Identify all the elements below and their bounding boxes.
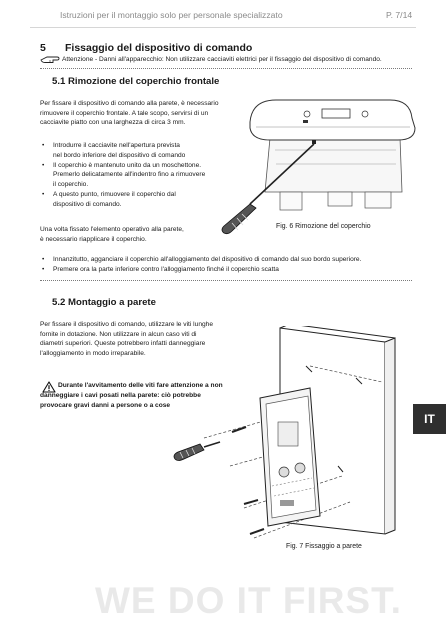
text-line: provocare gravi danni a persone o a cose	[40, 402, 171, 409]
figure-6-caption: Fig. 6 Rimozione del coperchio	[276, 223, 371, 230]
text-line: fornite in dotazione. Non utilizzare in alcun caso viti di	[40, 330, 197, 338]
removal-intro	[40, 99, 219, 128]
device-warning	[40, 55, 382, 64]
list-item: • Innanzitutto, agganciare il coperchio all'alloggiamento del dispositivo di comando dal suo bordo superiore.	[40, 255, 412, 265]
text-line: cacciavite piatto con una larghezza di circa 3 mm.	[40, 119, 186, 127]
section-divider	[40, 68, 412, 69]
text-line: il coperchio.	[53, 180, 89, 188]
text-line: danneggiare i cavi posati nella parete: ciò potrebbe	[40, 392, 201, 399]
text-line: Durante l'avvitamento delle viti fare attenzione a non	[58, 382, 223, 389]
text-line: nel bordo inferiore del dispositivo di comando	[53, 151, 186, 159]
device-warning-text: Attenzione - Danni all'apparecchio: Non utilizzare cacciaviti elettrici per il fissaggio del dispositivo di comando.	[62, 56, 382, 63]
language-tab: IT	[413, 404, 446, 434]
text-line: Per fissare il dispositivo di comando, utilizzare le viti lunghe	[40, 321, 213, 328]
text-line: è necessario riapplicare il coperchio.	[40, 235, 147, 243]
text-line: • A questo punto, rimuovere il coperchio dal	[53, 190, 176, 198]
text-line: Per fissare il dispositivo di comando alla parete, è necessario	[40, 100, 219, 107]
text-line: Una volta fissato l'elemento operativo alla parete,	[40, 226, 184, 233]
section-number: 5	[40, 42, 46, 54]
figure-7-caption: Fig. 7 Fissaggio a parete	[286, 543, 362, 550]
wall-mount-illustration	[160, 326, 410, 541]
text-line: • Introdurre il cacciavite nell'apertura prevista	[53, 142, 180, 149]
text-line: l'alloggiamento in modo irreparabile.	[40, 349, 146, 357]
reattach-steps	[40, 255, 412, 275]
list-item: • Premere ora la parte inferiore contro l'alloggiamento finché il coperchio scatta	[40, 265, 412, 275]
reattach-note	[40, 225, 184, 244]
text-line: diametri superiori. Queste potrebbero infatti danneggiare	[40, 340, 206, 348]
header-title: Istruzioni per il montaggio solo per personale specializzato	[60, 10, 283, 20]
text-line: Premerlo delicatamente all'indentro fino a rimuovere	[53, 171, 206, 179]
text-line: dispositivo di comando.	[53, 200, 122, 208]
pointing-hand-icon	[40, 55, 60, 64]
subsection-title-5-1: 5.1 Rimozione del coperchio frontale	[52, 76, 220, 87]
text-line: • Il coperchio è mantenuto unito da un moschettone.	[53, 161, 202, 169]
page-number: P. 7/14	[386, 10, 413, 20]
section-title: Fissaggio del dispositivo di comando	[65, 42, 253, 54]
text-line: rimuovere il coperchio frontale. A tale scopo, servirsi di un	[40, 109, 209, 117]
header-divider	[30, 27, 416, 28]
subsection-title-5-2: 5.2 Montaggio a parete	[52, 297, 156, 308]
cover-removal-illustration	[210, 94, 430, 239]
footer-slogan: WE DO IT FIRST.	[95, 580, 402, 621]
section-divider	[40, 280, 412, 281]
